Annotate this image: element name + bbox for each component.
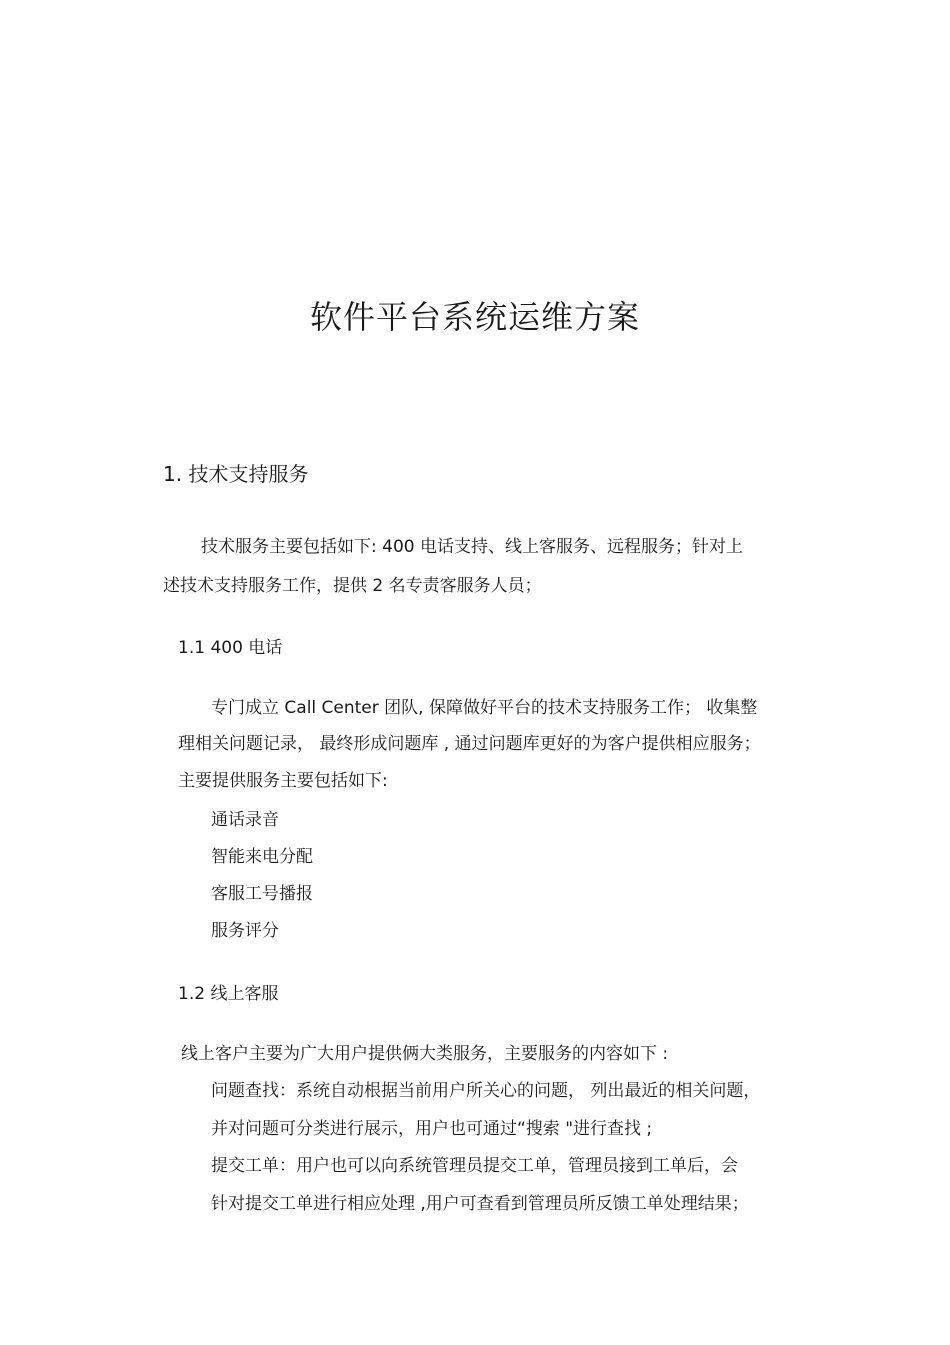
section-heading-technical-support: 1. 技术支持服务: [163, 462, 309, 486]
list-item: 智能来电分配: [211, 847, 313, 867]
section1-paragraph-line: 述技术支持服务工作，提供 2 名专责客服务人员；: [163, 576, 542, 596]
list-item: 服务评分: [211, 921, 279, 941]
section1-1-paragraph-line: 专门成立 Call Center 团队, 保障做好平台的技术支持服务工作； 收集整: [211, 698, 758, 718]
section1-2-item-line: 提交工单：用户也可以向系统管理员提交工单，管理员接到工单后，会: [211, 1156, 738, 1176]
list-item: 客服工号播报: [211, 884, 313, 904]
section1-paragraph-line: 技术服务主要包括如下: 400 电话支持、线上客服务、远程服务；针对上: [201, 537, 743, 557]
section1-2-item-line: 问题查找：系统自动根据当前用户所关心的问题， 列出最近的相关问题，: [211, 1081, 761, 1101]
document-title: 软件平台系统运维方案: [309, 298, 640, 336]
section1-2-intro: 线上客户主要为广大用户提供俩大类服务，主要服务的内容如下 :: [181, 1044, 669, 1064]
subsection-heading-online-service: 1.2 线上客服: [178, 984, 279, 1004]
section1-2-item-line: 并对问题可分类进行展示，用户也可通过“搜索 "进行查找 ;: [211, 1119, 653, 1139]
section1-2-item-line: 针对提交工单进行相应处理 ,用户可查看到管理员所反馈工单处理结果；: [211, 1194, 749, 1214]
section1-1-paragraph-line: 主要提供服务主要包括如下:: [178, 771, 388, 791]
subsection-heading-400-phone: 1.1 400 电话: [178, 638, 283, 658]
section1-1-paragraph-line: 理相关问题记录， 最终形成问题库 , 通过问题库更好的为客户提供相应服务；: [178, 734, 761, 754]
list-item: 通话录音: [211, 810, 279, 830]
